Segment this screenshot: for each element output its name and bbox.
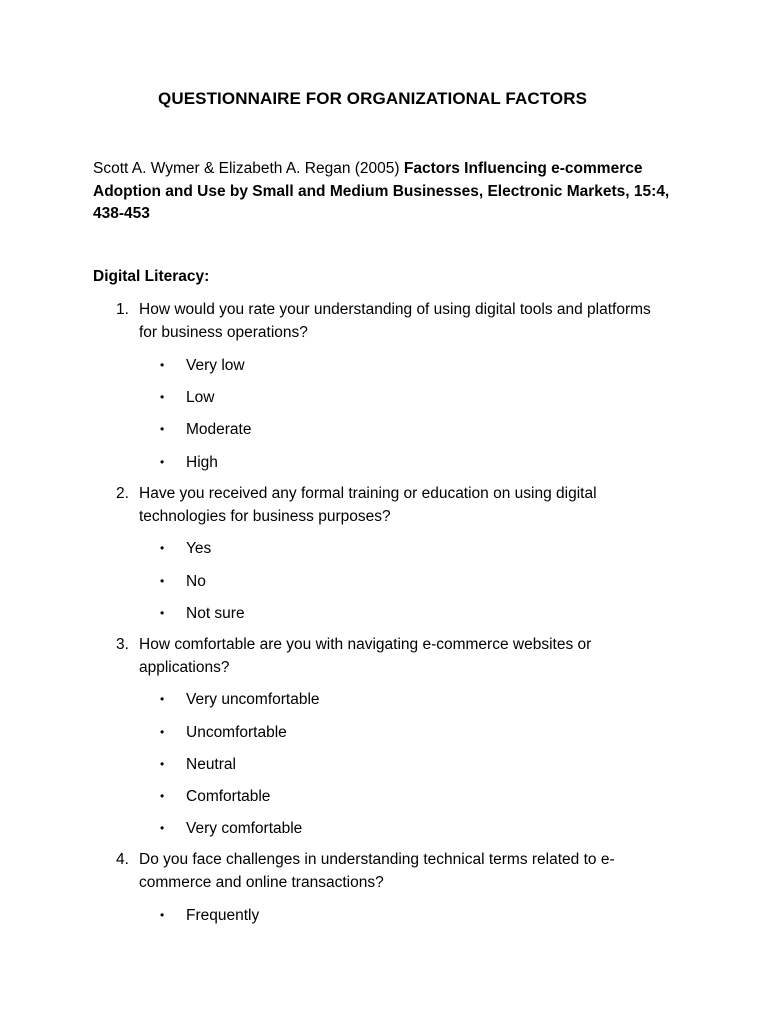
bullet-icon: • <box>160 692 165 706</box>
option-label: High <box>186 454 218 471</box>
option-label: Very comfortable <box>186 820 303 837</box>
option-item <box>160 817 302 840</box>
question-1 <box>116 299 656 344</box>
question-text: How would you rate your understanding of using digital tools and platforms for business operations? <box>139 301 651 341</box>
document-title: QUESTIONNAIRE FOR ORGANIZATIONAL FACTORS <box>158 89 588 108</box>
bullet-icon: • <box>160 757 165 771</box>
question-4 <box>116 849 656 894</box>
option-label: Very uncomfortable <box>186 691 320 708</box>
bullet-icon: • <box>160 725 165 739</box>
question-text: How comfortable are you with navigating e-commerce websites or applications? <box>139 636 592 676</box>
option-item <box>160 418 251 441</box>
bullet-icon: • <box>160 574 165 588</box>
option-item <box>160 721 287 744</box>
option-label: Frequently <box>186 907 260 924</box>
section-heading: Digital Literacy: <box>93 268 210 285</box>
question-text: Do you face challenges in understanding technical terms related to e-commerce and online transactions? <box>139 851 615 891</box>
option-item <box>160 354 245 377</box>
option-item <box>160 537 211 560</box>
option-label: Uncomfortable <box>186 724 287 741</box>
option-item <box>160 570 206 593</box>
option-label: No <box>186 573 206 590</box>
question-text: Have you received any formal training or education on using digital technologies for business purposes? <box>139 485 597 525</box>
option-label: Low <box>186 389 215 406</box>
bullet-icon: • <box>160 455 165 469</box>
bullet-icon: • <box>160 606 165 620</box>
option-item <box>160 688 320 711</box>
option-item <box>160 785 270 808</box>
bullet-icon: • <box>160 541 165 555</box>
option-label: Yes <box>186 540 212 557</box>
option-label: Neutral <box>186 756 236 773</box>
question-3 <box>116 634 656 679</box>
option-label: Comfortable <box>186 788 271 805</box>
bullet-icon: • <box>160 908 165 922</box>
bullet-icon: • <box>160 422 165 436</box>
option-label: Not sure <box>186 605 245 622</box>
option-item <box>160 451 218 474</box>
bullet-icon: • <box>160 789 165 803</box>
citation <box>93 158 693 226</box>
option-item <box>160 753 236 776</box>
option-label: Moderate <box>186 421 252 438</box>
citation-authors: Scott A. Wymer & Elizabeth A. Regan (2005) <box>93 160 404 177</box>
question-number: 3. <box>116 636 129 653</box>
option-item <box>160 904 259 927</box>
question-number: 1. <box>116 301 129 318</box>
bullet-icon: • <box>160 821 165 835</box>
option-item <box>160 386 214 409</box>
question-number: 4. <box>116 851 129 868</box>
option-item <box>160 602 245 625</box>
question-number: 2. <box>116 485 129 502</box>
option-label: Very low <box>186 357 245 374</box>
bullet-icon: • <box>160 390 165 404</box>
bullet-icon: • <box>160 358 165 372</box>
question-2 <box>116 483 656 528</box>
citation-work: Factors Influencing e-commerce Adoption and Use by Small and Medium Businesses, Electronic Markets, 15:4, 438-453 <box>93 160 670 222</box>
